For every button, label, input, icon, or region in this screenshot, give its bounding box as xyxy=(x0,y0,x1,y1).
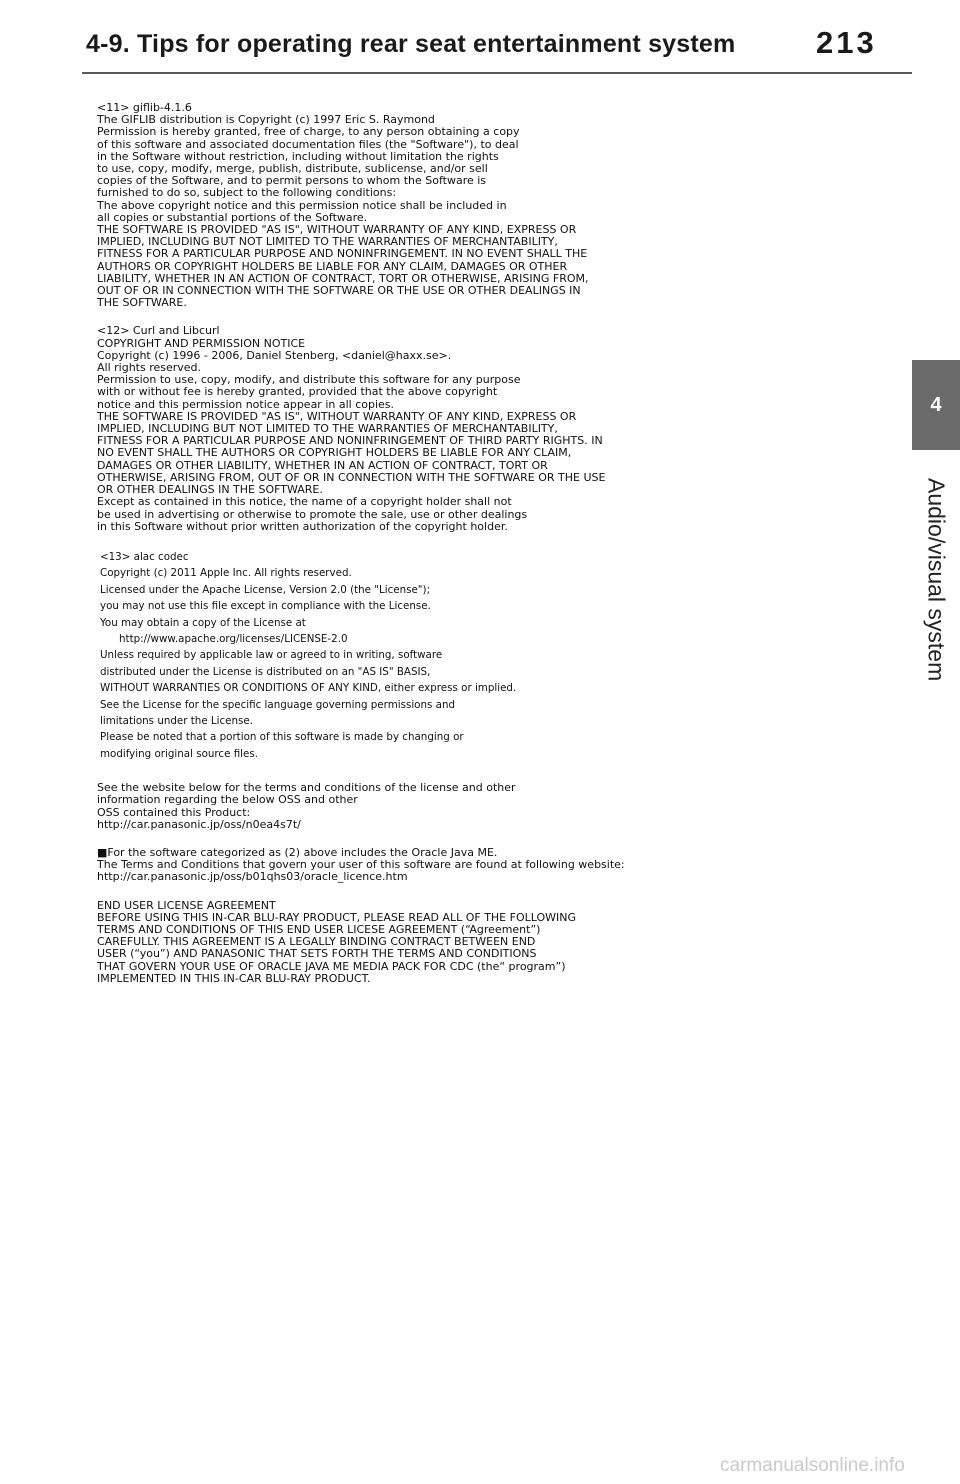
text-line: notice and this permission notice appear in all copies. xyxy=(97,397,395,411)
oracle-java-note xyxy=(97,847,737,884)
text-line: NO EVENT SHALL THE AUTHORS OR COPYRIGHT HOLDERS BE LIABLE FOR ANY CLAIM, xyxy=(97,446,572,460)
text-line: ■For the software categorized as (2) above includes the Oracle Java ME. xyxy=(97,846,498,859)
text-line: DAMAGES OR OTHER LIABILITY, WHETHER IN AN ACTION OF CONTRACT, TORT OR xyxy=(97,458,548,472)
chapter-number-tab xyxy=(912,360,960,450)
alac-license xyxy=(97,549,737,762)
header-divider xyxy=(82,72,912,74)
text-line: The above copyright notice and this permission notice shall be included in xyxy=(97,198,507,212)
text-line: OUT OF OR IN CONNECTION WITH THE SOFTWARE OR THE USE OR OTHER DEALINGS IN xyxy=(97,284,581,298)
page-header xyxy=(0,0,960,82)
text-line: Unless required by applicable law or agreed to in writing, software xyxy=(100,649,443,662)
chapter-number: 4 xyxy=(930,393,942,416)
text-line: limitations under the License. xyxy=(100,714,254,727)
curl-license xyxy=(97,325,737,532)
text-line: The Terms and Conditions that govern your user of this software are found at following website: xyxy=(97,858,625,872)
text-line: See the website below for the terms and conditions of the license and other xyxy=(97,781,516,795)
text-line: Except as contained in this notice, the name of a copyright holder shall not xyxy=(97,495,512,509)
text-line: IMPLEMENTED IN THIS IN-CAR BLU-RAY PRODUCT. xyxy=(97,971,371,985)
text-line: in this Software without prior written authorization of the copyright holder. xyxy=(97,519,508,533)
text-line: END USER LICENSE AGREEMENT xyxy=(97,898,276,912)
text-line: THE SOFTWARE IS PROVIDED "AS IS", WITHOUT WARRANTY OF ANY KIND, EXPRESS OR xyxy=(97,409,577,423)
text-line: <12> Curl and Libcurl xyxy=(97,324,220,338)
text-line: USER (“you”) AND PANASONIC THAT SETS FORTH THE TERMS AND CONDITIONS xyxy=(97,947,537,961)
text-line: OSS contained this Product: xyxy=(97,805,251,819)
text-line: information regarding the below OSS and other xyxy=(97,793,358,807)
text-line: OR OTHER DEALINGS IN THE SOFTWARE. xyxy=(97,483,323,497)
text-line: LIABILITY, WHETHER IN AN ACTION OF CONTRACT, TORT OR OTHERWISE, ARISING FROM, xyxy=(97,271,589,285)
license-url: http://www.apache.org/licenses/LICENSE-2.0 xyxy=(119,632,348,645)
text-line: be used in advertising or otherwise to promote the sale, use or other dealings xyxy=(97,507,528,521)
text-line: in the Software without restriction, including without limitation the rights xyxy=(97,149,499,163)
text-line: Please be noted that a portion of this software is made by changing or xyxy=(100,731,464,744)
chapter-label: Audio/visual system xyxy=(923,478,950,682)
text-line: See the License for the specific language governing permissions and xyxy=(100,698,456,711)
text-line: copies of the Software, and to permit persons to whom the Software is xyxy=(97,174,487,188)
text-line: COPYRIGHT AND PERMISSION NOTICE xyxy=(97,336,306,350)
watermark: carmanualsonline.info xyxy=(720,1455,905,1476)
text-line: Copyright (c) 2011 Apple Inc. All rights reserved. xyxy=(100,567,352,580)
text-line: The GIFLIB distribution is Copyright (c) 1997 Eric S. Raymond xyxy=(97,113,435,127)
text-line: you may not use this file except in compliance with the License. xyxy=(100,600,431,613)
page-title: 4-9. Tips for operating rear seat entertainment system xyxy=(86,30,736,58)
text-line: modifying original source files. xyxy=(100,747,259,760)
text-line: Permission to use, copy, modify, and distribute this software for any purpose xyxy=(97,373,521,387)
text-line: Copyright (c) 1996 - 2006, Daniel Stenberg, <daniel@haxx.se>. xyxy=(97,348,452,362)
oss-url: http://car.panasonic.jp/oss/n0ea4s7t/ xyxy=(97,817,301,831)
chapter-side-label xyxy=(914,462,958,698)
text-line: You may obtain a copy of the License at xyxy=(100,616,306,629)
text-line: FITNESS FOR A PARTICULAR PURPOSE AND NONINFRINGEMENT. IN NO EVENT SHALL THE xyxy=(97,247,588,261)
license-text-body xyxy=(97,102,737,1001)
text-line: all copies or substantial portions of the Software. xyxy=(97,210,368,224)
text-line: <13> alac codec xyxy=(100,550,189,563)
text-line: Permission is hereby granted, free of charge, to any person obtaining a copy xyxy=(97,125,520,139)
text-line: All rights reserved. xyxy=(97,361,202,375)
text-line: WITHOUT WARRANTIES OR CONDITIONS OF ANY KIND, either express or implied. xyxy=(100,682,517,695)
text-line: <11> giflib-4.1.6 xyxy=(97,101,192,114)
giflib-license xyxy=(97,102,737,309)
text-line: IMPLIED, INCLUDING BUT NOT LIMITED TO THE WARRANTIES OF MERCHANTABILITY, xyxy=(97,422,558,436)
text-line: THAT GOVERN YOUR USE OF ORACLE JAVA ME MEDIA PACK FOR CDC (the“ program”) xyxy=(97,959,566,973)
text-line: THE SOFTWARE. xyxy=(97,296,187,310)
page-number: 213 xyxy=(816,25,877,60)
text-line: of this software and associated documentation files (the "Software"), to deal xyxy=(97,137,519,151)
oss-website-note xyxy=(97,782,737,831)
text-line: CAREFULLY. THIS AGREEMENT IS A LEGALLY BINDING CONTRACT BETWEEN END xyxy=(97,935,536,949)
text-line: OTHERWISE, ARISING FROM, OUT OF OR IN CONNECTION WITH THE SOFTWARE OR THE USE xyxy=(97,470,606,484)
text-line: FITNESS FOR A PARTICULAR PURPOSE AND NONINFRINGEMENT OF THIRD PARTY RIGHTS. IN xyxy=(97,434,603,448)
text-line: AUTHORS OR COPYRIGHT HOLDERS BE LIABLE FOR ANY CLAIM, DAMAGES OR OTHER xyxy=(97,259,568,273)
text-line: distributed under the License is distributed on an "AS IS" BASIS, xyxy=(100,665,431,678)
text-line: IMPLIED, INCLUDING BUT NOT LIMITED TO THE WARRANTIES OF MERCHANTABILITY, xyxy=(97,235,558,249)
text-line: THE SOFTWARE IS PROVIDED "AS IS", WITHOUT WARRANTY OF ANY KIND, EXPRESS OR xyxy=(97,223,577,237)
text-line: Licensed under the Apache License, Version 2.0 (the "License"); xyxy=(100,583,431,596)
text-line: to use, copy, modify, merge, publish, distribute, sublicense, and/or sell xyxy=(97,162,488,176)
oracle-licence-url: http://car.panasonic.jp/oss/b01qhs03/oracle_licence.htm xyxy=(97,870,408,884)
eula-section xyxy=(97,900,737,985)
text-line: TERMS AND CONDITIONS OF THIS END USER LICESE AGREEMENT (“Agreement”) xyxy=(97,923,541,937)
text-line: furnished to do so, subject to the following conditions: xyxy=(97,186,397,200)
text-line: BEFORE USING THIS IN-CAR BLU-RAY PRODUCT, PLEASE READ ALL OF THE FOLLOWING xyxy=(97,910,577,924)
text-line: with or without fee is hereby granted, provided that the above copyright xyxy=(97,385,498,399)
